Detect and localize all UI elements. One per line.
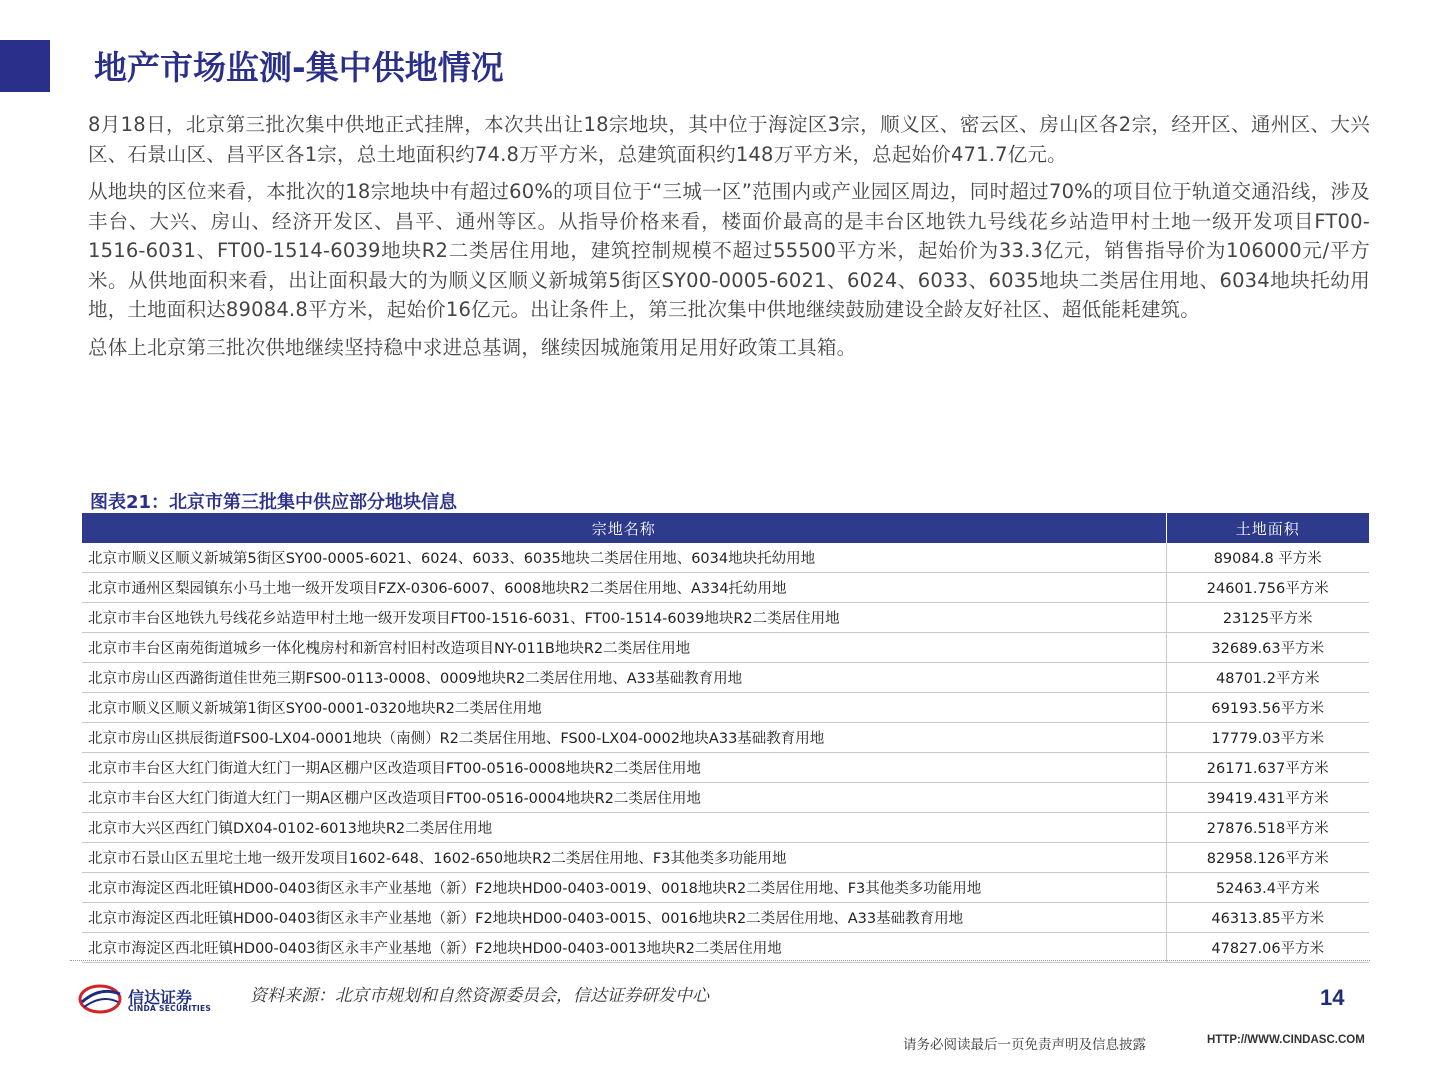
table-row [82,753,1369,783]
footer-divider [70,960,1370,961]
land-area-cell: 46313.85平方米 [1166,903,1369,933]
parcel-name-cell: 北京市房山区西潞街道佳世苑三期FS00-0113-0008、0009地块R2二类居住用地、A33基础教育用地 [82,663,1166,693]
table-row [82,813,1369,843]
paragraph-1: 8月18日，北京第三批次集中供地正式挂牌，本次共出让18宗地块，其中位于海淀区3宗，顺义区、密云区、房山区各2宗，经开区、通州区、大兴区、石景山区、昌平区各1宗，总土地面积约74.8万平方米，总建筑面积约148万平方米，总起始价471.7亿元。 [88,113,1370,166]
table-row [82,843,1369,873]
land-parcel-table [82,513,1369,963]
land-area-cell: 47827.06平方米 [1166,933,1369,963]
parcel-name-cell: 北京市海淀区西北旺镇HD00-0403街区永丰产业基地（新）F2地块HD00-0403-0015、0016地块R2二类居住用地、A33基础教育用地 [82,903,1166,933]
table-row [82,633,1369,663]
table-row [82,873,1369,903]
table-row [82,903,1369,933]
land-area-cell: 39419.431平方米 [1166,783,1369,813]
table-row [82,933,1369,963]
parcel-name-cell: 北京市通州区梨园镇东小马土地一级开发项目FZX-0306-6007、6008地块R2二类居住用地、A334托幼用地 [82,573,1166,603]
land-area-cell: 17779.03平方米 [1166,723,1369,753]
logo-name: 信达证券 [128,988,193,1007]
body-text [88,110,1370,370]
table-row [82,573,1369,603]
parcel-name-cell: 北京市丰台区南苑街道城乡一体化槐房村和新宫村旧村改造项目NY-011B地块R2二类居住用地 [82,633,1166,663]
parcel-name-cell: 北京市丰台区大红门街道大红门一期A区棚户区改造项目FT00-0516-0004地块R2二类居住用地 [82,783,1166,813]
table-row [82,783,1369,813]
source-note: 资料来源：北京市规划和自然资源委员会，信达证券研发中心 [250,986,709,1006]
paragraph-3: 总体上北京第三批次供地继续坚持稳中求进总基调，继续因城施策用足用好政策工具箱。 [88,335,857,359]
table-row [82,603,1369,633]
land-area-cell: 23125平方米 [1166,603,1369,633]
table-header-row [82,513,1369,543]
table-row [82,723,1369,753]
page-title: 地产市场监测-集中供地情况 [94,48,504,87]
logo-subtitle: CINDA SECURITIES [128,1004,212,1013]
table-row [82,543,1369,573]
disclaimer-text: 请务必阅读最后一页免责声明及信息披露 [903,1037,1146,1053]
land-area-cell: 69193.56平方米 [1166,693,1369,723]
land-area-cell: 52463.4平方米 [1166,873,1369,903]
page-number: 14 [1320,985,1345,1010]
header-land-area: 土地面积 [1166,513,1369,543]
parcel-name-cell: 北京市顺义区顺义新城第1街区SY00-0001-0320地块R2二类居住用地 [82,693,1166,723]
table-row [82,663,1369,693]
land-area-cell: 26171.637平方米 [1166,753,1369,783]
land-area-cell: 27876.518平方米 [1166,813,1369,843]
land-area-cell: 89084.8 平方米 [1166,543,1369,573]
parcel-name-cell: 北京市大兴区西红门镇DX04-0102-6013地块R2二类居住用地 [82,813,1166,843]
parcel-name-cell: 北京市顺义区顺义新城第5街区SY00-0005-6021、6024、6033、6035地块二类居住用地、6034地块托幼用地 [82,543,1166,573]
land-area-cell: 32689.63平方米 [1166,633,1369,663]
parcel-name-cell: 北京市丰台区地铁九号线花乡站造甲村土地一级开发项目FT00-1516-6031、FT00-1514-6039地块R2二类居住用地 [82,603,1166,633]
parcel-name-cell: 北京市房山区拱辰街道FS00-LX04-0001地块（南侧）R2二类居住用地、FS00-LX04-0002地块A33基础教育用地 [82,723,1166,753]
website-link[interactable]: HTTP://WWW.CINDASC.COM [1207,1034,1365,1046]
parcel-name-cell: 北京市丰台区大红门街道大红门一期A区棚户区改造项目FT00-0516-0008地块R2二类居住用地 [82,753,1166,783]
land-area-cell: 48701.2平方米 [1166,663,1369,693]
title-accent-block [0,40,50,92]
header-parcel-name: 宗地名称 [82,513,1166,543]
land-area-cell: 24601.756平方米 [1166,573,1369,603]
parcel-name-cell: 北京市海淀区西北旺镇HD00-0403街区永丰产业基地（新）F2地块HD00-0403-0019、0018地块R2二类居住用地、F3其他类多功能用地 [82,873,1166,903]
paragraph-2: 从地块的区位来看，本批次的18宗地块中有超过60%的项目位于“三城一区”范围内或产业园区周边，同时超过70%的项目位于轨道交通沿线，涉及丰台、大兴、房山、经济开发区、昌平、通州等区。从指导价格来看，楼面价最高的是丰台区地铁九号线花乡站造甲村土地一级开发项目FT00-1516-6031、FT00-1514-6039地块R2二类居住用地，建筑控制规模不超过55500平方米，起始价为33.3亿元，销售指导价为106000元/平方米。从供地面积来看，出让面积最大的为顺义区顺义新城第5街区SY00-0005-6021、6024、6033、6035地块二类居住用地、6034地块托幼用地，土地面积达89084.8平方米，起始价16亿元。出让条件上，第三批次集中供地继续鼓励建设全龄友好社区、超低能耗建筑。 [88,180,1370,321]
table-row [82,693,1369,723]
land-area-cell: 82958.126平方米 [1166,843,1369,873]
table-caption: 图表21：北京市第三批集中供应部分地块信息 [90,492,458,513]
parcel-name-cell: 北京市海淀区西北旺镇HD00-0403街区永丰产业基地（新）F2地块HD00-0403-0013地块R2二类居住用地 [82,933,1166,963]
parcel-name-cell: 北京市石景山区五里坨土地一级开发项目1602-648、1602-650地块R2二类居住用地、F3其他类多功能用地 [82,843,1166,873]
